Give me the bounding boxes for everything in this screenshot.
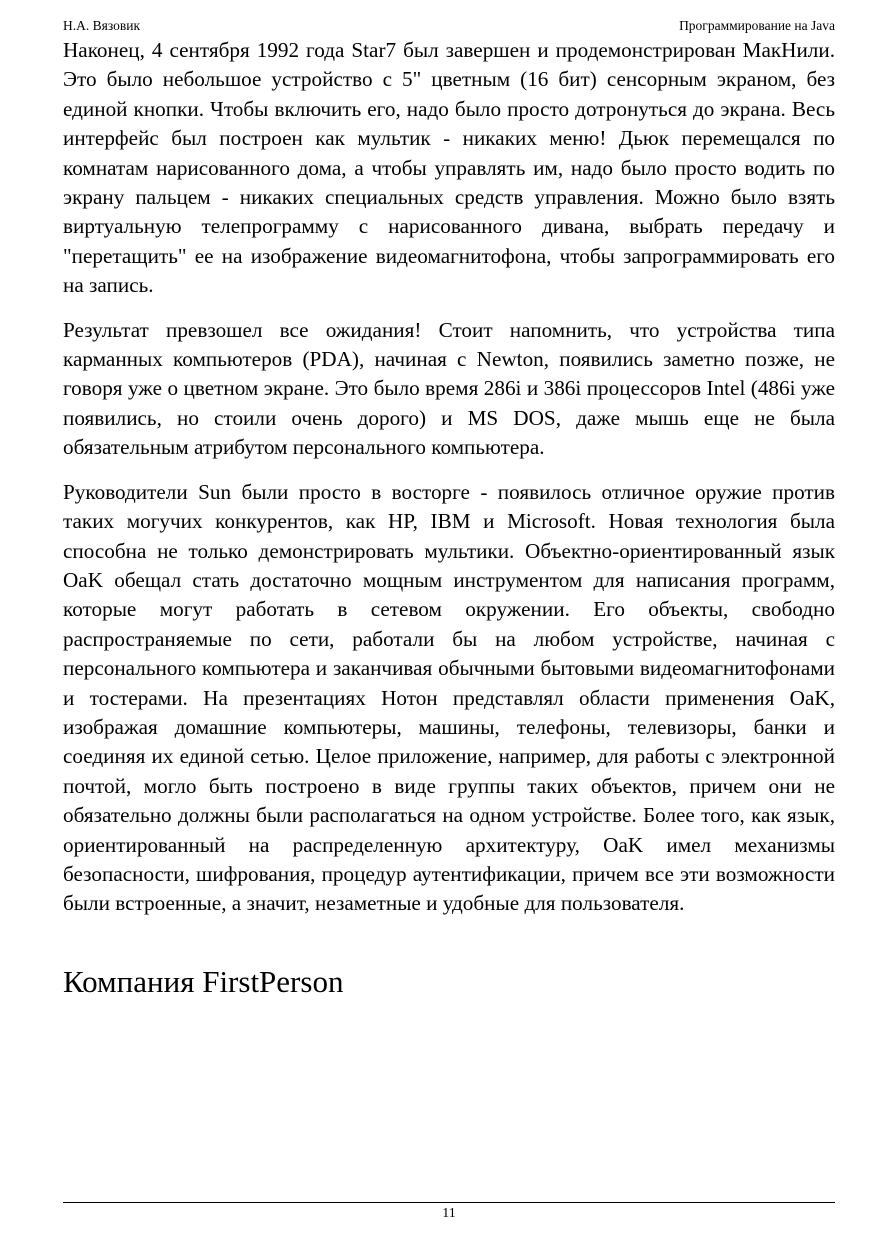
header-book-title: Программирование на Java (679, 18, 835, 33)
page-content (63, 36, 835, 1002)
page-number: 11 (442, 1206, 456, 1221)
section-heading: Компания FirstPerson (63, 963, 344, 999)
header-author: Н.А. Вязовик (63, 18, 140, 33)
paragraph-result: Результат превзошел все ожидания! Стоит напомнить, что устройства типа карманных компьютеров (PDA), начиная с Newton, появились заметно позже, не говоря уже о цветном экране. Это было время 286i и 386i процессоров Intel (486i уже появились, но стоили очень дорого) и MS DOS, даже мышь еще не была обязательным атрибутом персонального компьютера. (63, 317, 835, 460)
paragraph-sun-management: Руководители Sun были просто в восторге - появилось отличное оружие против таких могучих конкурентов, как HP, IBM и Microsoft. Новая технология была способна не только демонстрировать мультики. Объектно-ориентированный язык OaK обещал стать достаточно мощным инструментом для написания программ, которые могут работать в сетевом окружении. Его объекты, свободно распространяемые по сети, работали бы на любом устройстве, начиная с персонального компьютера и заканчивая обычными бытовыми видеомагнитофонами и тостерами. На презентациях Нотон представлял области применения OaK, изображая домашние компьютеры, машины, телефоны, телевизоры, банки и соединяя их единой сетью. Целое приложение, например, для работы с электронной почтой, могло быть построено в виде группы таких объектов, причем они не обязательно должны были располагаться на одном устройстве. Более того, как язык, ориентированный на распределенную архитектуру, OaK имел механизмы безопасности, шифрования, процедур аутентификации, причем все эти возможности были встроенные, а значит, незаметные и удобные для пользователя. (63, 479, 835, 916)
page-header (63, 16, 835, 36)
footer-divider (63, 1202, 835, 1203)
paragraph-star7-demo: Наконец, 4 сентября 1992 года Star7 был завершен и продемонстрирован МакНили. Это было небольшое устройство с 5" цветным (16 бит) сенсорным экраном, без единой кнопки. Чтобы включить его, надо было просто дотронуться до экрана. Весь интерфейс был построен как мультик - никаких меню! Дьюк перемещался по комнатам нарисованного дома, а чтобы управлять им, надо было просто водить по экрану пальцем - никаких специальных средств управления. Можно было взять виртуальную телепрограмму с нарисованного дивана, выбрать передачу и "перетащить" ее на изображение видеомагнитофона, чтобы запрограммировать его на запись. (63, 38, 835, 298)
